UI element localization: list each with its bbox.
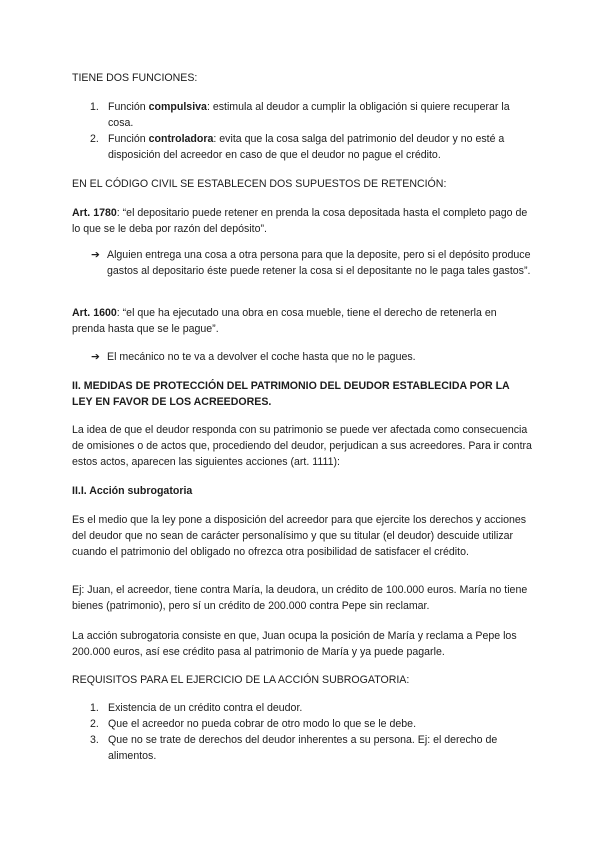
arrow-item-text: Alguien entrega una cosa a otra persona para que la deposite, pero si el depósito produce gastos al depositario éste puede retener la cosa si el depositante no le paga tales gastos”. xyxy=(107,249,531,278)
function-item-1 xyxy=(90,99,532,131)
requisito-number: 2. xyxy=(90,718,99,730)
requisitos-heading: REQUISITOS PARA EL EJERCICIO DE LA ACCIÓN SUBROGATORIA: xyxy=(72,674,410,686)
requisito-text: Que el acreedor no pueda cobrar de otro modo lo que se le debe. xyxy=(108,718,417,730)
arrow-item-text: El mecánico no te va a devolver el coche hasta que no le pagues. xyxy=(107,351,416,363)
arrow-item-mechanic xyxy=(91,349,532,365)
requisito-item-2 xyxy=(90,716,532,732)
requisito-item-1 xyxy=(90,700,532,716)
section-2-title: II. MEDIDAS DE PROTECCIÓN DEL PATRIMONIO DEL DEUDOR ESTABLECIDA POR LA LEY EN FAVOR DE LOS ACREEDORES. xyxy=(72,380,510,409)
requisito-text: Existencia de un crédito contra el deudor. xyxy=(108,702,303,714)
arrow-right-icon: ➔ xyxy=(91,249,100,261)
article-label: Art. 1600 xyxy=(72,307,117,319)
function-keyword: controladora xyxy=(148,133,214,145)
function-description: : evita que la cosa salga del patrimonio del deudor y no esté a disposición del acreedor en caso de que el deudor no pague el crédito. xyxy=(108,133,505,162)
requisito-number: 3. xyxy=(90,734,99,746)
article-text: : “el depositario puede retener en prenda la cosa depositada hasta el completo pago de lo que se le deba por razón del depósito”. xyxy=(72,207,528,236)
arrow-item-deposit xyxy=(91,247,532,279)
requisito-text: Que no se trate de derechos del deudor inherentes a su persona. Ej: el derecho de alimentos. xyxy=(108,734,498,763)
function-item-2 xyxy=(90,131,532,163)
function-keyword: compulsiva xyxy=(148,101,207,113)
article-text: : “el que ha ejecutado una obra en cosa mueble, tiene el derecho de retenerla en prenda hasta que se le pague”. xyxy=(72,307,497,336)
requisito-item-3 xyxy=(90,732,532,764)
function-number: 1. xyxy=(90,101,99,113)
article-1780 xyxy=(72,205,532,237)
intro-heading: TIENE DOS FUNCIONES: xyxy=(72,72,198,84)
function-number: 2. xyxy=(90,133,99,145)
section-2-paragraph: La idea de que el deudor responda con su patrimonio se puede ver afectada como consecuencia de omisiones o de actos que, procediendo del deudor, perjudican a sus acreedores. Para ir contra estos actos, aparecen las siguientes acciones (art. 1111): xyxy=(72,424,532,469)
function-prefix: Función xyxy=(108,133,149,145)
article-label: Art. 1780 xyxy=(72,207,117,219)
example-paragraph: Ej: Juan, el acreedor, tiene contra María, la deudora, un crédito de 100.000 euros. María no tiene bienes (patrimonio), pero sí un crédito de 200.000 contra Pepe sin reclamar. xyxy=(72,584,528,613)
subsection-paragraph: Es el medio que la ley pone a disposición del acreedor para que ejercite los derechos y acciones del deudor que no sean de carácter personalísimo y que su titular (el deudor) descuide utilizar cuando el patrimonio del obligado no ofrezca otra posibilidad de satisfacer el crédito. xyxy=(72,514,527,559)
codigo-heading: EN EL CÓDIGO CIVIL SE ESTABLECEN DOS SUPUESTOS DE RETENCIÓN: xyxy=(72,178,447,190)
subsection-title: II.I. Acción subrogatoria xyxy=(72,485,193,497)
explanation-paragraph: La acción subrogatoria consiste en que, Juan ocupa la posición de María y reclama a Pepe los 200.000 euros, así ese crédito pasa al patrimonio de María y ya puede pagarle. xyxy=(72,630,517,659)
article-1600 xyxy=(72,305,532,337)
function-description: : estimula al deudor a cumplir la obligación si quiere recuperar la cosa. xyxy=(108,101,510,130)
requisito-number: 1. xyxy=(90,702,99,714)
function-prefix: Función xyxy=(108,101,149,113)
arrow-right-icon: ➔ xyxy=(91,351,100,363)
